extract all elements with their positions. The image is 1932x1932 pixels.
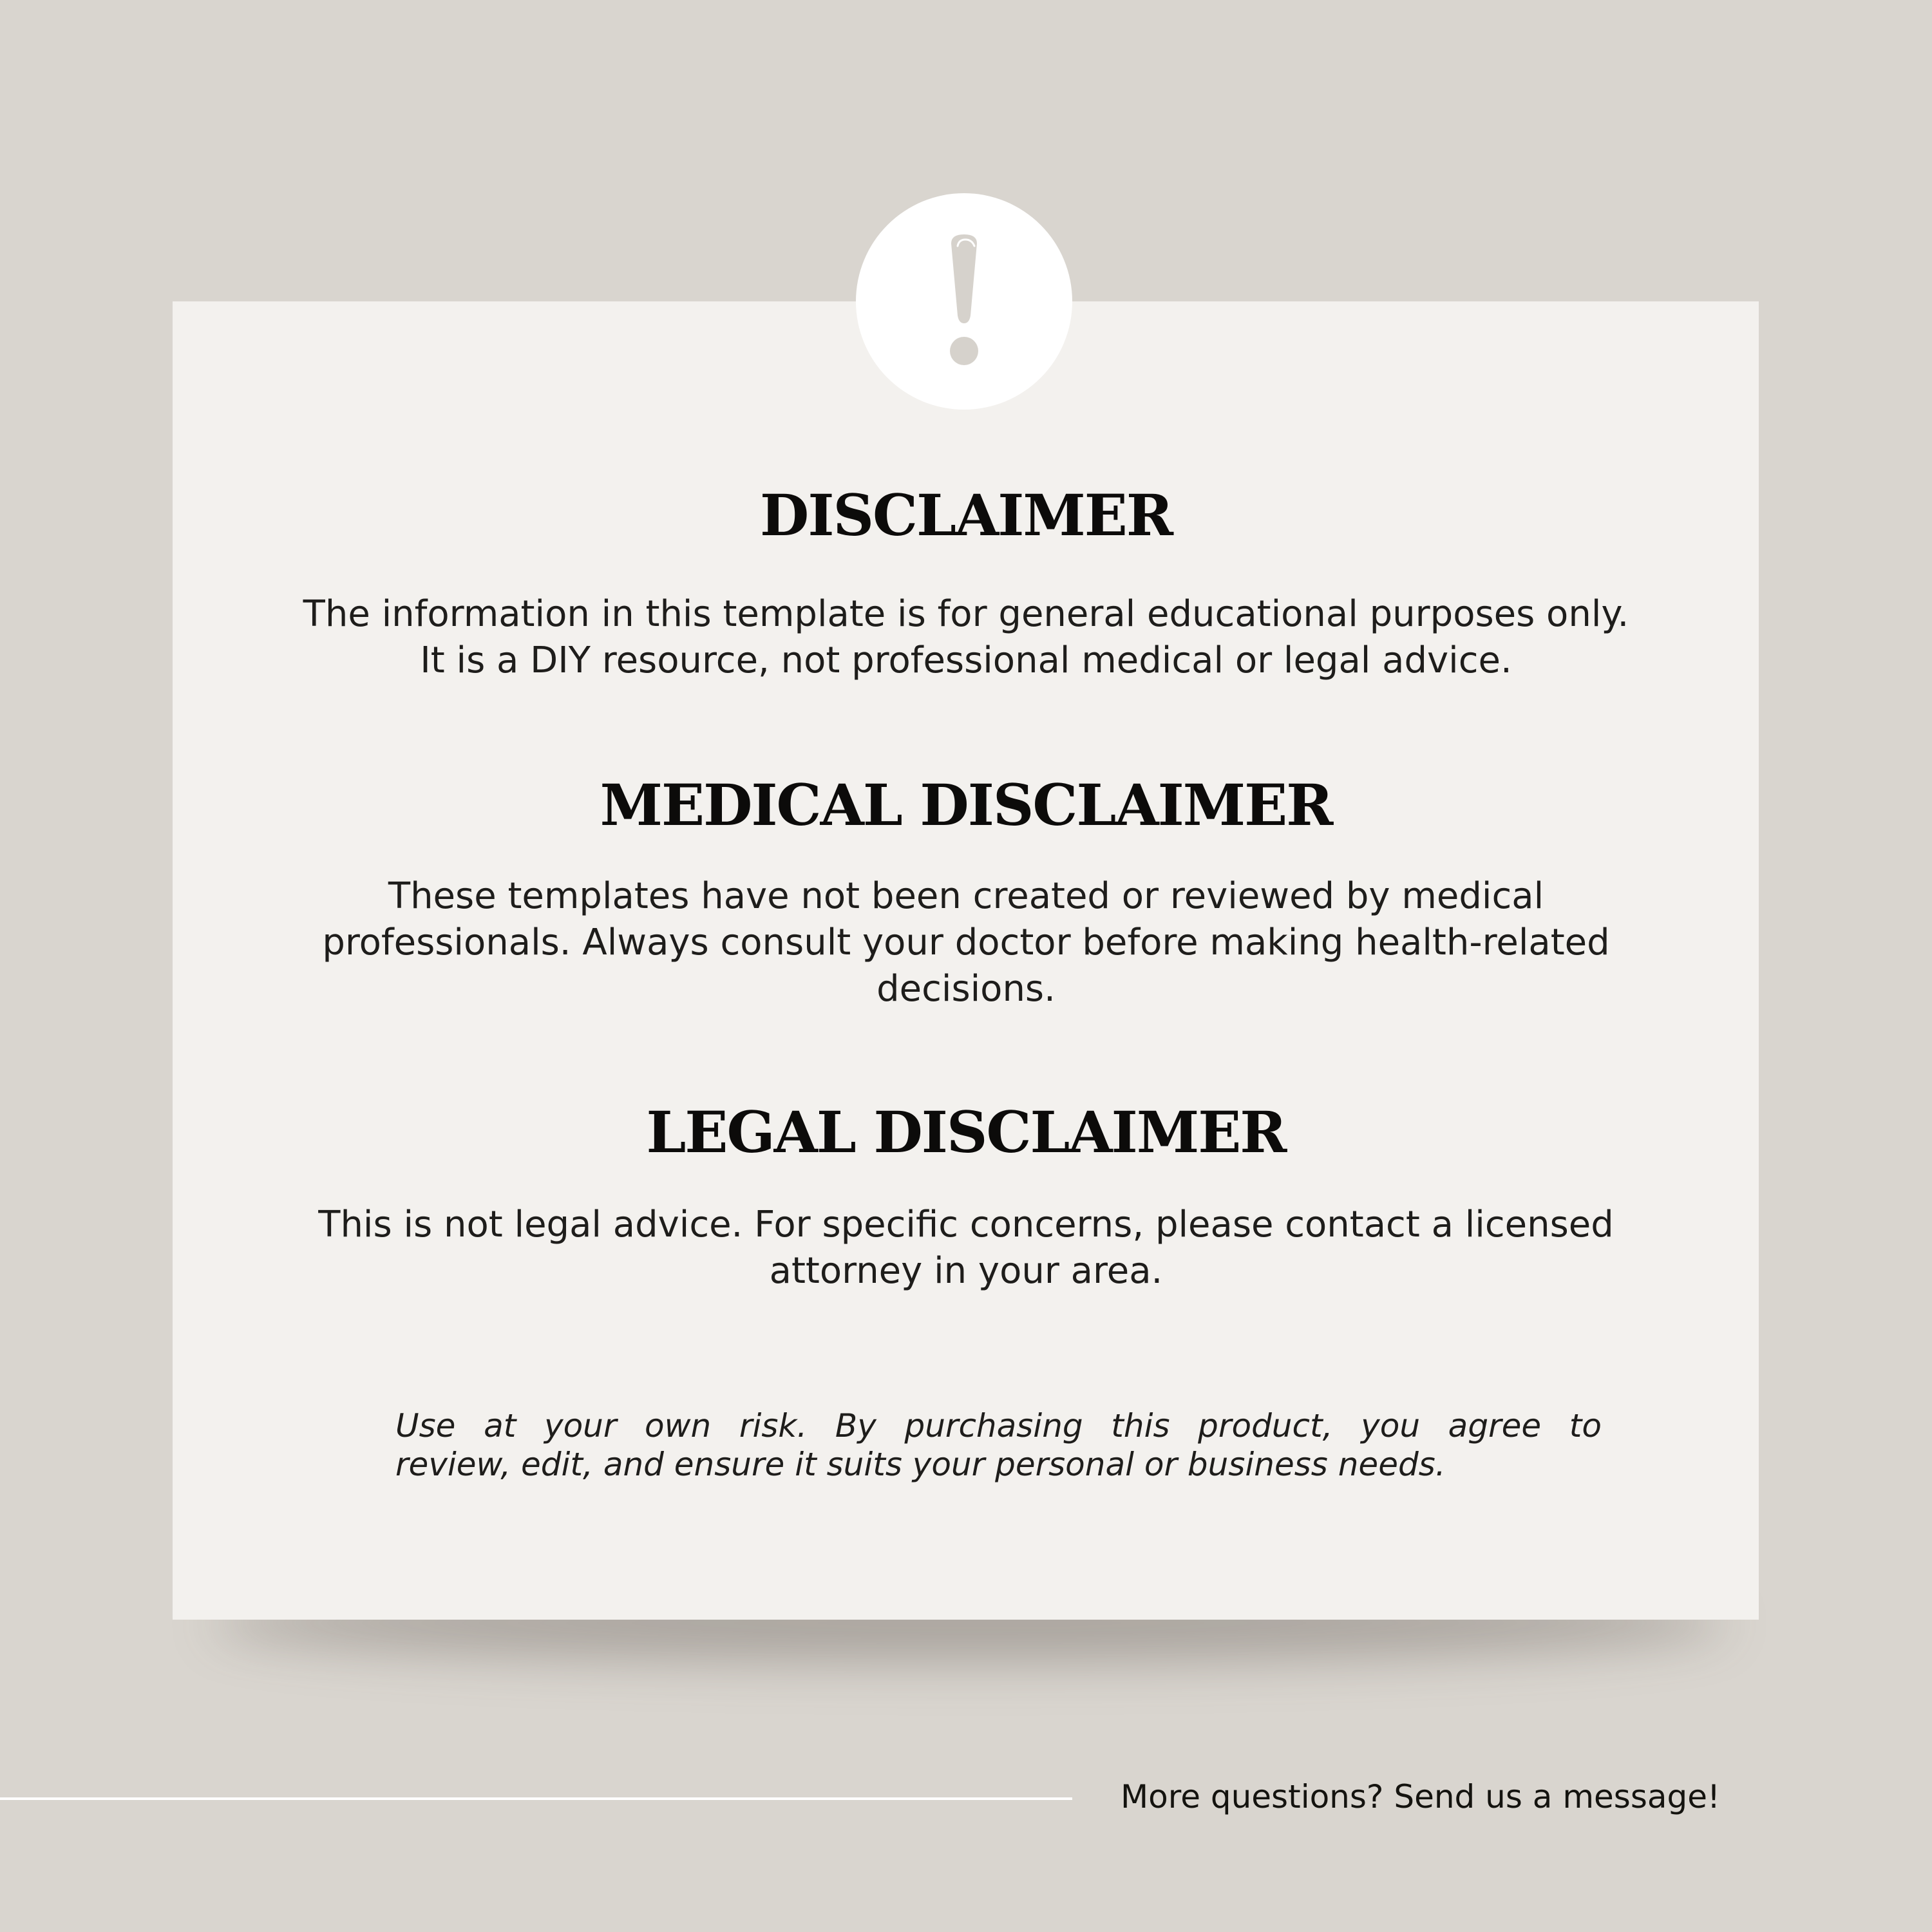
alert-badge: [856, 193, 1072, 410]
disclaimer-text-line: It is a DIY resource, not professional medical or legal advice.: [420, 639, 1512, 681]
footer-divider: [0, 1797, 1072, 1800]
legal-disclaimer-text: [193, 1202, 1739, 1294]
legal-disclaimer-text-line: This is not legal advice. For specific concerns, please contact a licensed: [318, 1204, 1614, 1245]
disclaimer-text: [193, 591, 1739, 684]
contact-cta[interactable]: More questions? Send us a message!: [1121, 1778, 1721, 1815]
medical-disclaimer-heading: MEDICAL DISCLAIMER: [600, 772, 1332, 838]
legal-disclaimer-heading: LEGAL DISCLAIMER: [646, 1099, 1286, 1166]
medical-disclaimer-text-line: decisions.: [876, 968, 1056, 1010]
risk-note-line: review, edit, and ensure it suits your personal or business needs.: [395, 1446, 1446, 1483]
disclaimer-heading: DISCLAIMER: [760, 482, 1172, 549]
legal-disclaimer-text-line: attorney in your area.: [769, 1250, 1163, 1292]
risk-note: [395, 1406, 1602, 1484]
medical-disclaimer-text-line: These templates have not been created or reviewed by medical: [388, 875, 1544, 917]
disclaimer-text-line: The information in this template is for general educational purposes only.: [303, 593, 1629, 635]
medical-disclaimer-text: [193, 873, 1739, 1012]
exclamation-icon: [856, 193, 1072, 410]
medical-disclaimer-text-line: professionals. Always consult your doctor before making health-related: [322, 922, 1610, 963]
risk-note-line: Use at your own risk. By purchasing this product, you agree to: [395, 1407, 1602, 1444]
